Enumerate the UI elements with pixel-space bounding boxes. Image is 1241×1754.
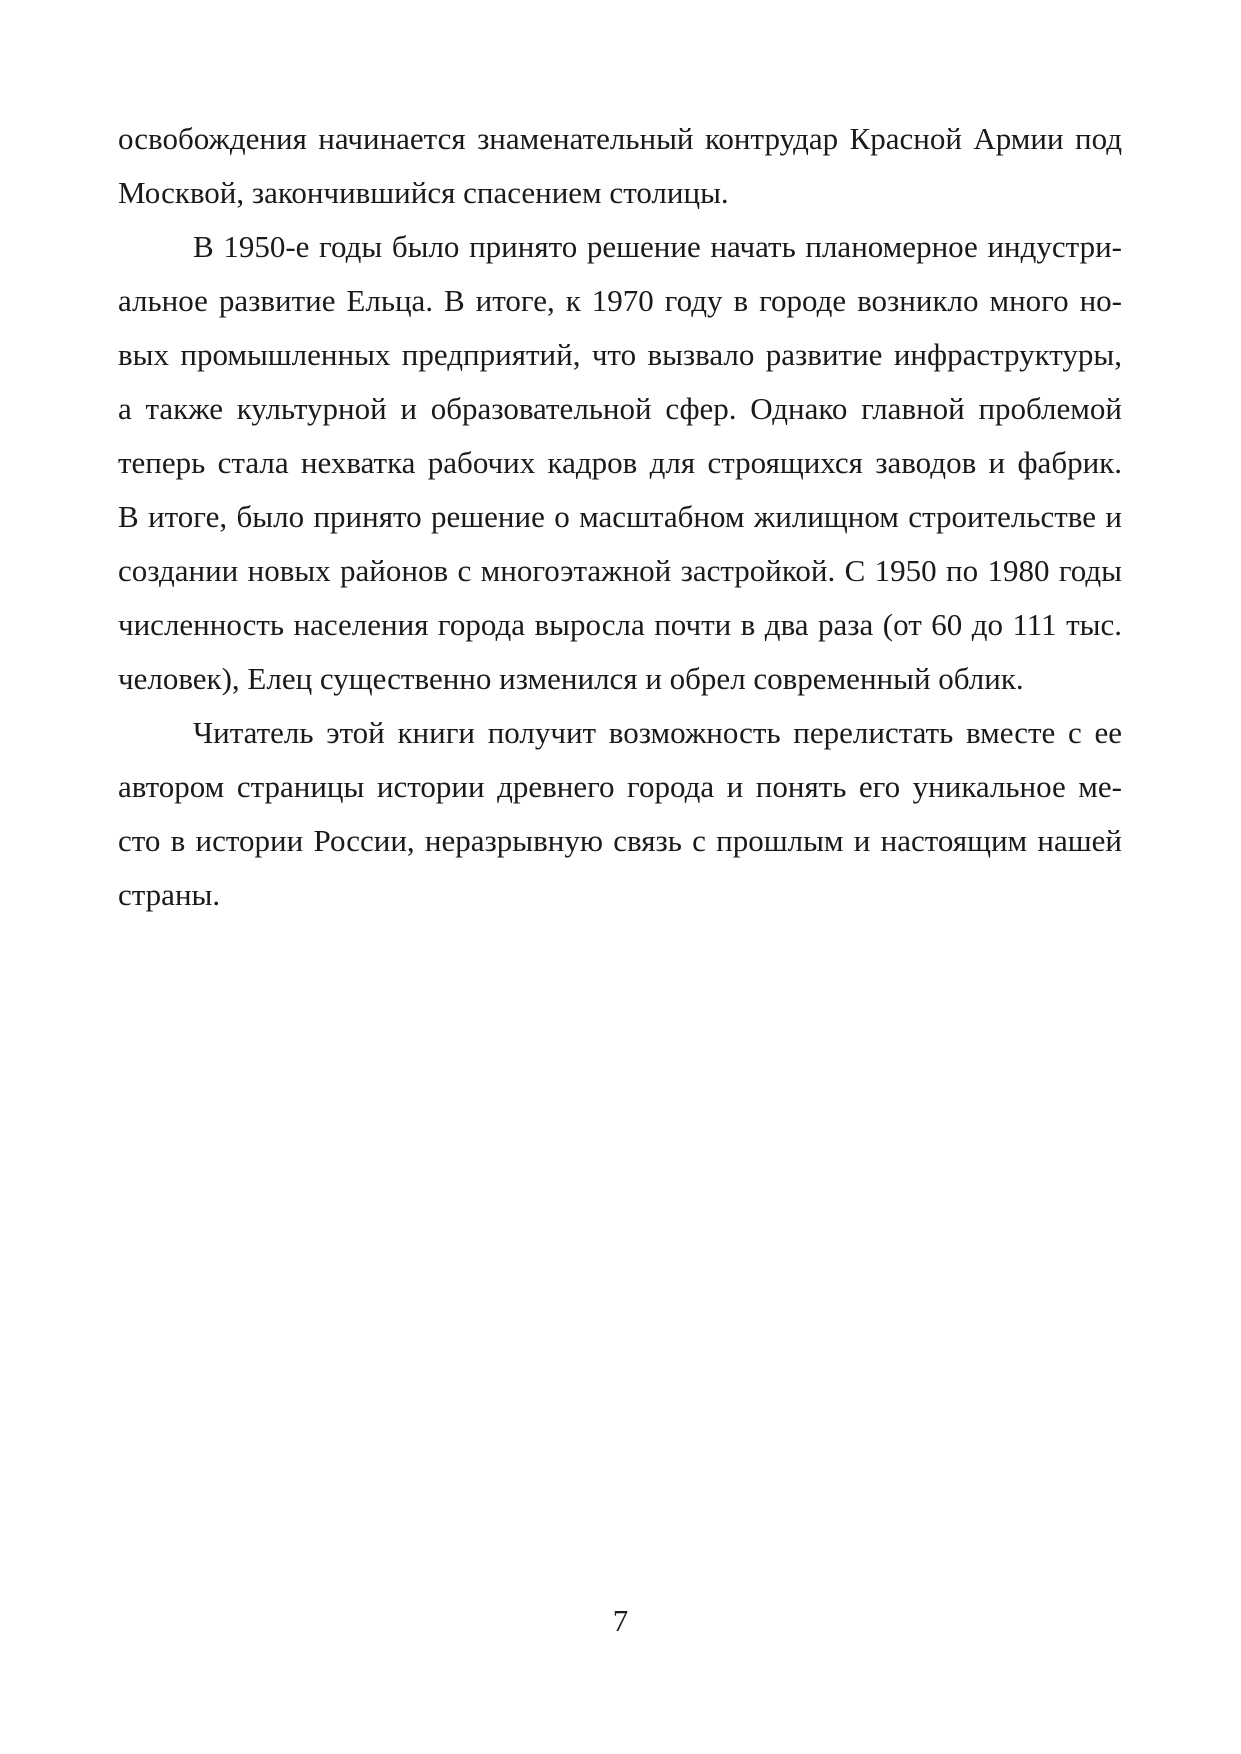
text-line: Москвой, закончившийся спасением столицы. — [118, 175, 729, 210]
text-line: В 1950-е годы было принято решение начать планомерное индустри- — [193, 229, 1122, 264]
text-line: вых промышленных предприятий, что вызвало развитие инфраструктуры, — [118, 337, 1122, 372]
text-line: альное развитие Ельца. В итоге, к 1970 году в городе возникло много но- — [118, 283, 1122, 318]
text-line: автором страницы истории древнего города и понять его уникальное ме- — [118, 769, 1122, 804]
text-line: человек), Елец существенно изменился и обрел современный облик. — [118, 661, 1024, 696]
page-number: 7 — [612, 1603, 629, 1638]
text-line: Читатель этой книги получит возможность перелистать вместе с ее — [193, 715, 1122, 750]
text-line: страны. — [118, 877, 221, 912]
text-line: теперь стала нехватка рабочих кадров для строящихся заводов и фабрик. — [118, 445, 1122, 480]
text-line: а также культурной и образовательной сфер. Однако главной проблемой — [118, 391, 1122, 426]
paragraph-2 — [118, 220, 1122, 706]
text-line: численность населения города выросла почти в два раза (от 60 до 111 тыс. — [118, 607, 1122, 642]
paragraph-1 — [118, 112, 1122, 220]
text-line: освобождения начинается знаменательный контрудар Красной Армии под — [118, 121, 1122, 156]
paragraph-3 — [118, 706, 1122, 922]
body-text — [118, 112, 1122, 922]
text-line: создании новых районов с многоэтажной застройкой. С 1950 по 1980 годы — [118, 553, 1122, 588]
text-line: В итоге, было принято решение о масштабном жилищном строительстве и — [118, 499, 1122, 534]
text-line: сто в истории России, неразрывную связь с прошлым и настоящим нашей — [118, 823, 1122, 858]
